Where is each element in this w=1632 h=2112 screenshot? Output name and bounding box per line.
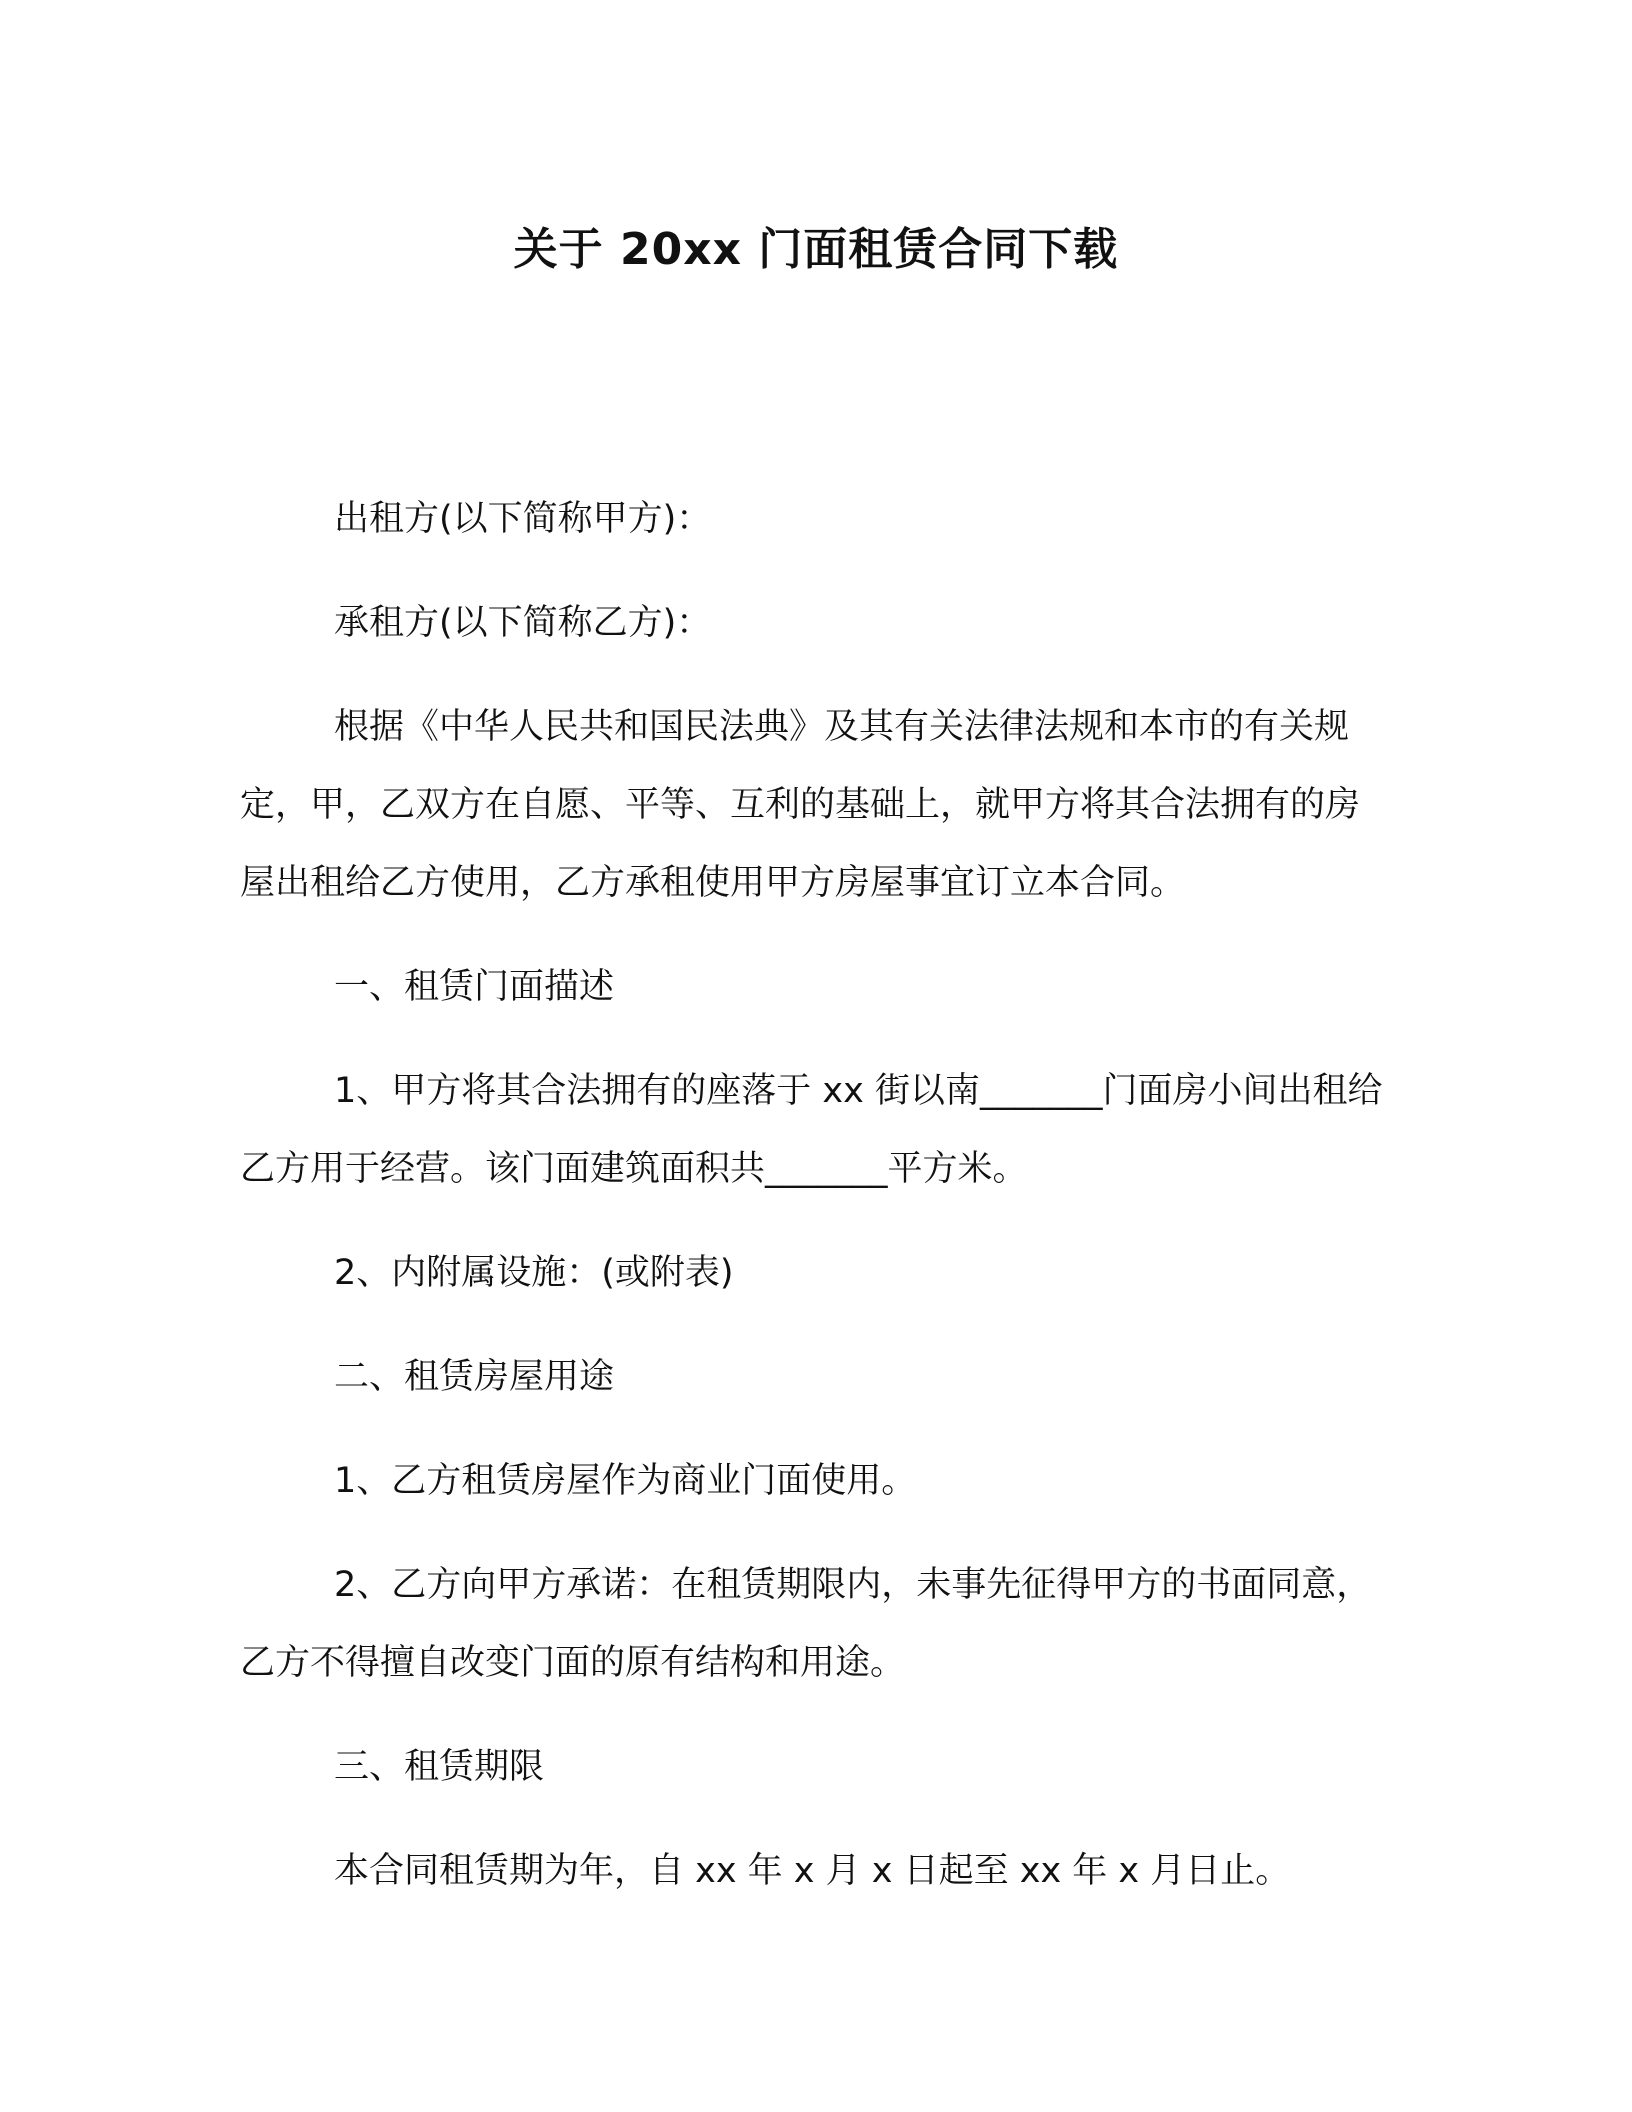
paragraph-3-1: 本合同租赁期为年，自 xx 年 x 月 x 日起至 xx 年 x 月日止。 <box>334 1851 1291 1891</box>
paragraph-lessor: 出租方(以下简称甲方)： <box>334 499 712 539</box>
section-heading-3: 三、租赁期限 <box>334 1747 545 1787</box>
paragraph-1-1: 1、甲方将其合法拥有的座落于 xx 街以南_______门面房小间出租给乙方用于经营。该门面建筑面积共_______平方米。 <box>240 1071 1383 1189</box>
section-heading-1: 一、租赁门面描述 <box>334 967 615 1007</box>
paragraph-2-1: 1、乙方租赁房屋作为商业门面使用。 <box>334 1461 917 1501</box>
paragraph-lessee: 承租方(以下简称乙方)： <box>334 603 712 643</box>
paragraph-1-2: 2、内附属设施：(或附表) <box>334 1253 734 1293</box>
paragraph-basis: 根据《中华人民共和国民法典》及其有关法律法规和本市的有关规定，甲，乙双方在自愿、平等、互利的基础上，就甲方将其合法拥有的房屋出租给乙方使用，乙方承租使用甲方房屋事宜订立本合同。 <box>240 707 1361 903</box>
paragraph-2-2: 2、乙方向甲方承诺：在租赁期限内，未事先征得甲方的书面同意，乙方不得擅自改变门面的原有结构和用途。 <box>240 1565 1372 1683</box>
document-title: 关于 20xx 门面租赁合同下载 <box>513 224 1119 275</box>
section-heading-2: 二、租赁房屋用途 <box>334 1357 615 1397</box>
